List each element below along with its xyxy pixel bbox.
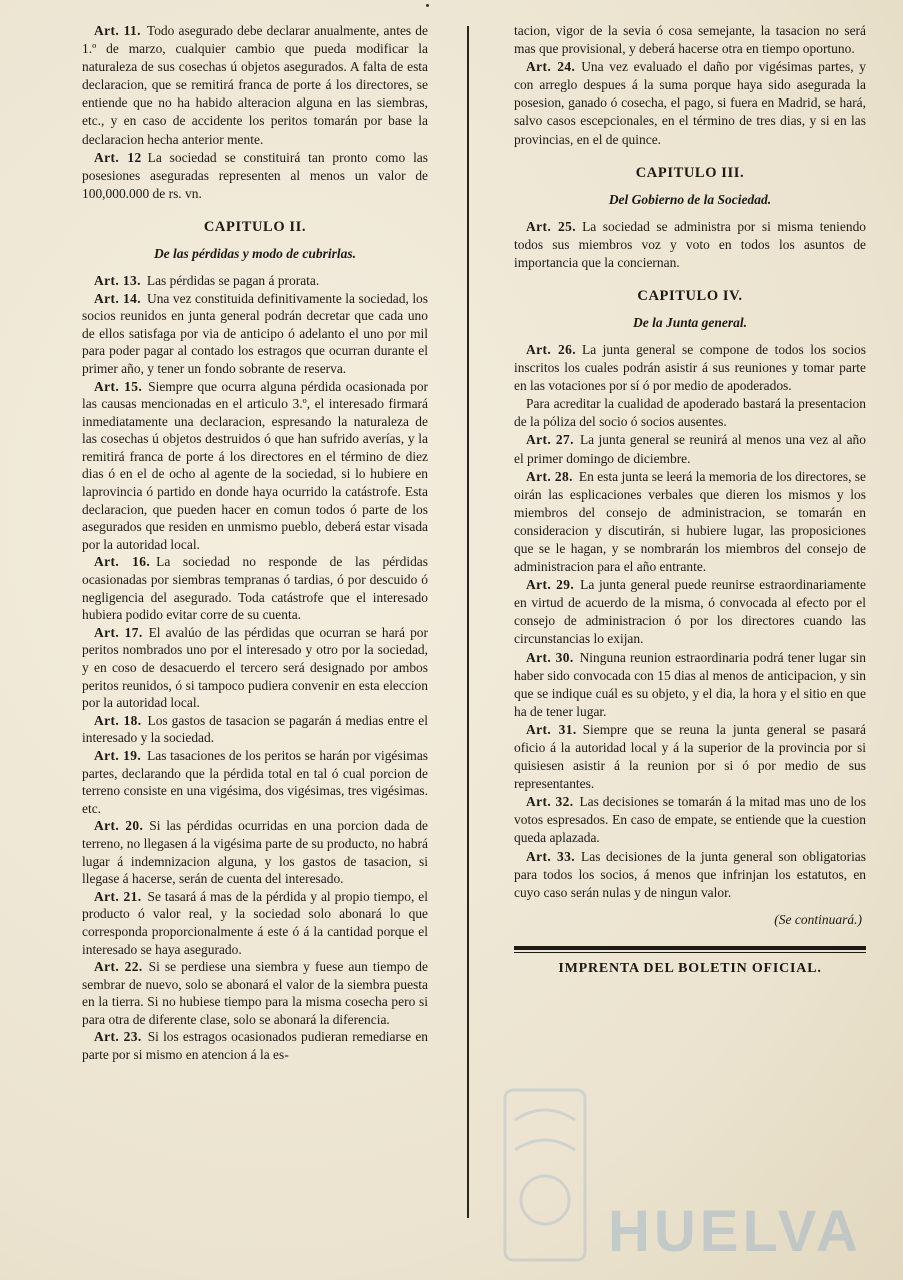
article-30 xyxy=(514,649,866,721)
article-26 xyxy=(514,341,866,395)
article-text: Las decisiones de la junta general son obligatorias para todos los socios, á menos que infrinjan los estatutos, en cuyo caso serán nulas y de ningun valor. xyxy=(514,848,866,900)
chapter-4-title: CAPITULO IV. xyxy=(637,287,743,304)
article-31 xyxy=(514,721,866,793)
article-text: Si se perdiese una siembra y fuese aun tiempo de sembrar de nuevo, solo se abonará el valor de la siembra puesta en la tierra. Si no hubiese tiempo para la misma cosecha pero si para otra de diferente clase, solo se abonará la diferencia. xyxy=(82,959,428,1027)
article-text: Se tasará á mas de la pérdida y al propio tiempo, el producto ó valor real, y la sociedad solo abonará lo que corresponda proporcionalmente á este ó á la cantidad porque el interesado se haya asegurado. xyxy=(82,888,428,957)
article-text: Si las pérdidas ocurridas en una porcion dada de terreno, no llegasen á la vigésima parte de su producto, no habrá lugar á indemnizacion alguna, y los gastos de tasacion, si llegase á hacerse, serán de cuenta del interesado. xyxy=(82,818,429,887)
article-text: Una vez evaluado el daño por vigésimas partes, y con arreglo despues á la suma porque haya sido asegurada la posesion, ganado ó cosecha, el pago, si fuera en Madrid, se hará, salvo casos escepcionales, en el término de tres dias, y si en las provincias, en el de quince. xyxy=(514,59,866,147)
article-text: La sociedad se constituirá tan pronto como las posesiones aseguradas representen al menos un valor de 100,000.000 de rs. vn. xyxy=(82,149,428,201)
chapter-2-subtitle: De las pérdidas y modo de cubrirlas. xyxy=(153,245,357,261)
imprint-rule-thick xyxy=(514,946,866,950)
article-number: Art. 12 xyxy=(94,149,142,165)
article-number: Art. 17. xyxy=(94,624,143,640)
column-divider xyxy=(467,26,469,1218)
chapter-3-title: CAPITULO III. xyxy=(635,164,745,181)
article-number: Art. 14. xyxy=(94,290,141,306)
article-text: El avalúo de las pérdidas que ocurran se hará por peritos nombrados uno por el interesado y otro por la sociedad, y en coso de desacuerdo el tercero será designado por ambos peritos reunidos, ó si tampoco pudiera convenir en esta eleccion por la autoridad local. xyxy=(82,624,428,711)
article-text: Los gastos de tasacion se pagarán á medias entre el interesado y la sociedad. xyxy=(82,712,429,746)
article-21 xyxy=(82,888,428,958)
article-text: Si los estragos ocasionados pudieran remediarse en parte por si mismo en atencion á la es- xyxy=(82,1029,429,1063)
article-number: Art. 28. xyxy=(526,468,573,484)
article-18 xyxy=(82,712,428,747)
imprint-line: IMPRENTA DEL BOLETIN OFICIAL. xyxy=(558,960,822,976)
article-number: Art. 21. xyxy=(94,888,142,904)
article-20 xyxy=(82,817,428,887)
article-16 xyxy=(82,553,428,623)
article-14 xyxy=(82,290,428,378)
imprint-rule-thin xyxy=(514,952,866,953)
watermark-text: HUELVA xyxy=(608,1199,862,1264)
article-number: Art. 20. xyxy=(94,818,144,834)
article-text: Una vez constituida definitivamente la sociedad, los socios reunidos en junta general podrán decretar que cada uno de ellos satisfaga por via de anticipo ó adelanto el uno por mil para poder pagar al contado los estragos que ocurran durante el primer año, y tener un fondo sobrante de reserva. xyxy=(82,290,429,376)
article-number: Art. 27. xyxy=(526,432,574,448)
article-29 xyxy=(514,576,866,648)
article-text: La sociedad no responde de las pérdidas ocasionadas por siembras tempranas ó tardias, ó por descuido ó negligencia del asegurado. Toda catástrofe que el interesado hubiera podido evitar corre de su cuenta. xyxy=(82,554,428,623)
article-number: Art. 25. xyxy=(526,218,577,234)
article-number: Art. 15. xyxy=(94,378,143,394)
article-number: Art. 31. xyxy=(526,721,577,737)
article-text: La junta general se compone de todos los socios inscritos los cuales podrán asistir á sus reuniones y tomar parte en las votaciones por sí ó por medio de apoderados. xyxy=(514,341,867,394)
article-23-continuation: tacion, vigor de la sevia ó cosa semejante, la tasacion no será mas que provisional, y deberá hacerse otra en tiempo oportuno. xyxy=(514,23,866,57)
article-number: Art. 24. xyxy=(526,59,576,75)
article-25 xyxy=(514,218,866,272)
continuation-note: (Se continuará.) xyxy=(774,911,862,927)
right-column xyxy=(514,22,866,977)
article-23 xyxy=(82,1028,428,1063)
article-number: Art. 13. xyxy=(94,272,141,288)
article-text: Todo asegurado debe declarar anualmente, antes de 1.º de marzo, cualquier cambio que pueda modificar la naturaleza de sus cosechas ú objetos asegurados. A falta de esta declaracion, que se remitirá franca de porte á los directores, se entiende que no ha habido alteracion alguna en las siembras, etc., y en caso de accidente los peritos tomarán por base la declaracion hecha anterior mente. xyxy=(82,23,428,147)
article-text: Siempre que se reuna la junta general se pasará oficio á la autoridad local y á la superior de la provincia por si quisiesen asistir á la reunion por si ó por medio de sus representantes. xyxy=(514,721,866,792)
article-13 xyxy=(82,272,428,290)
article-32 xyxy=(514,793,866,847)
article-22 xyxy=(82,958,428,1028)
article-text: La junta general puede reunirse estraordinariamente en virtud de acuerdo de la misma, ó convocada al efecto por el consejo de administracion ó por los directores cuando las circunstancias lo exijan. xyxy=(514,577,866,647)
article-15 xyxy=(82,378,428,554)
article-text: En esta junta se leerá la memoria de los directores, se oirán las esplicaciones verbales que dieren los mismos y los miembros del consejo de administracion, se tomarán en consideracion y discutirán, si hubiere lugar, las proposiciones que se le hagan, y se nombrarán los miembros del consejo de administracion para el año entrante. xyxy=(514,468,867,575)
article-number: Art. 22. xyxy=(94,959,143,975)
article-12 xyxy=(82,149,428,203)
article-number: Art. 32. xyxy=(526,794,574,810)
chapter-4-subtitle: De la Junta general. xyxy=(632,314,747,330)
article-text: Siempre que ocurra alguna pérdida ocasionada por las causas mencionadas en el articulo 3.º, el interesado firmará inmediatamente una declaracion, espresando la naturaleza de las cosechas ú objetos destruidos ó que han sufrido averías, y la remitirá franca de porte á los directores en el término de diez dias ó en el de ocho al agente de la sociedad, si lo hubiere en laprovincia ó partido en donde haya ocurrido la catástrofe. Esta declaracion, que pueden hacer en comun todos ó parte de los asegurados que residen en unmismo pueblo, deberá estar visada por la autoridad local. xyxy=(82,378,429,552)
article-text: La junta general se reunirá al menos una vez al año el primer domingo de diciembre. xyxy=(514,432,866,466)
article-17 xyxy=(82,624,428,712)
article-number: Art. 26. xyxy=(526,341,576,357)
article-number: Art. 30. xyxy=(526,649,574,665)
article-number: Art. 18. xyxy=(94,712,142,728)
article-number: Art. 16. xyxy=(94,554,151,570)
ink-dot xyxy=(426,4,429,7)
article-number: Art. 29. xyxy=(526,577,575,593)
chapter-3-subtitle: Del Gobierno de la Sociedad. xyxy=(608,191,772,207)
article-28 xyxy=(514,468,866,577)
article-text: Las decisiones se tomarán á la mitad mas uno de los votos espresados. En caso de empate, se entiende que la cuestion queda aplazada. xyxy=(514,794,866,846)
article-33 xyxy=(514,848,866,902)
article-number: Art. 33. xyxy=(526,848,576,864)
left-column xyxy=(82,22,428,1064)
article-text: La sociedad se administra por si misma teniendo todos sus miembros voz y voto en todos los asuntos de importancia que la conciernan. xyxy=(514,218,867,270)
article-11 xyxy=(82,22,428,149)
article-27 xyxy=(514,431,866,467)
article-number: Art. 11. xyxy=(94,23,141,38)
article-number: Art. 19. xyxy=(94,747,142,763)
article-26-paragraph-2: Para acreditar la cualidad de apoderado bastará la presentacion de la póliza del socio ó socios ausentes. xyxy=(514,396,866,430)
article-text: Las tasaciones de los peritos se harán por vigésimas partes, declarando que la pérdida total en tal ó cual porcion de terreno consiste en una vigésima, dos vigésimas, tres vigésimas. etc. xyxy=(82,747,429,816)
article-text: Ninguna reunion estraordinaria podrá tener lugar sin haber sido convocada con 15 dias al menos de anticipacion, y sin que se indique cuál es su objeto, y el dia, la hora y el sitio en que ha de tener lugar. xyxy=(514,649,867,719)
article-24 xyxy=(514,58,866,148)
article-text: Las pérdidas se pagan á prorata. xyxy=(146,272,320,288)
article-19 xyxy=(82,747,428,817)
chapter-2-title: CAPITULO II. xyxy=(203,218,307,235)
article-number: Art. 23. xyxy=(94,1029,142,1045)
